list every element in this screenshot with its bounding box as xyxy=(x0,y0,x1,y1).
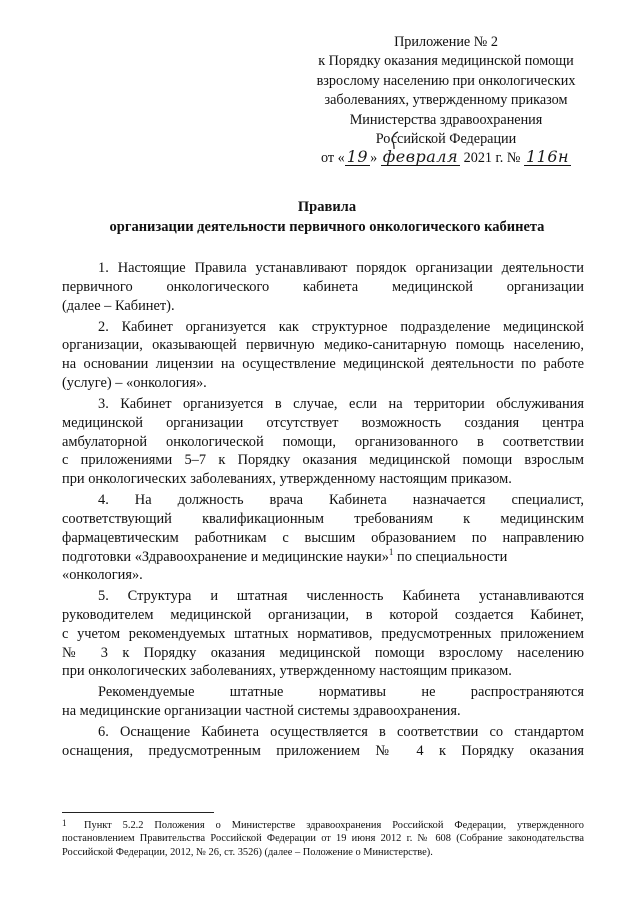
title-line: Правила xyxy=(297,199,357,215)
paragraph-line: руководителем медицинской организации, в которой создается Кабинет, xyxy=(62,607,584,624)
subtitle-line: организации деятельности первичного онкологического кабинета xyxy=(109,219,545,235)
paragraph-3 xyxy=(62,395,584,489)
date-prefix: от « xyxy=(320,150,345,167)
paragraph-6 xyxy=(62,723,584,761)
paragraph-line: 6. Оснащение Кабинета осуществляется в соответствии со стандартом xyxy=(98,724,584,741)
footnote-line xyxy=(62,817,584,832)
appendix-line-text: Российской Федерации xyxy=(375,131,517,148)
footnote-reference[interactable]: 1 xyxy=(388,547,394,557)
paragraph-line: № 3 к Порядку оказания медицинской помощи взрослому населению xyxy=(62,644,584,661)
paragraph-line: амбулаторной онкологической помощи, организованного в соответствии xyxy=(62,433,584,450)
paragraph-line: «онкология». xyxy=(62,567,143,584)
order-number-handwritten: 116н xyxy=(525,147,570,167)
paragraph-line: 5. Структура и штатная численность Кабинета устанавливаются xyxy=(98,588,584,605)
document-title xyxy=(60,197,594,237)
paragraph-line: Рекомендуемые штатные нормативы не распространяются xyxy=(98,684,584,701)
footnote-text: Пункт 5.2.2 Положения о Министерстве здравоохранения Российской Федерации, утвержденного xyxy=(84,820,584,831)
order-date-line xyxy=(320,147,571,167)
paragraph-line: при онкологических заболеваниях, утвержденному настоящим приказом. xyxy=(62,471,512,488)
paragraph-line: 2. Кабинет организуется как структурное подразделение медицинской xyxy=(98,318,584,335)
paragraph-line: с учетом рекомендуемых штатных нормативов, предусмотренных приложением xyxy=(62,625,584,642)
paragraph-line: при онкологических заболеваниях, утвержденному настоящим приказом. xyxy=(62,663,512,680)
paragraph-line: с приложениями 5–7 к Порядку оказания медицинской помощи взрослым xyxy=(62,452,584,469)
date-day-handwritten: 19 xyxy=(346,147,369,167)
paragraph-5-note xyxy=(62,683,584,721)
appendix-line xyxy=(296,130,596,149)
paragraph-1 xyxy=(62,259,584,315)
date-month-handwritten: февраля xyxy=(382,147,459,167)
footnote-mark: 1 xyxy=(62,818,67,828)
appendix-line: взрослому населению при онкологических xyxy=(316,72,576,89)
paragraph-2 xyxy=(62,318,584,393)
footnote-divider xyxy=(62,812,214,813)
footnote-line: постановлением Правительства Российской Федерации от 19 июня 2012 г. № 608 (Собрание законодательства xyxy=(62,833,584,845)
paragraph-line: 1. Настоящие Правила устанавливают порядок организации деятельности xyxy=(98,260,584,276)
paragraph-line: оснащения, предусмотренным приложением № 4 к Порядку оказания xyxy=(62,743,584,760)
footnote xyxy=(62,817,584,859)
paragraph-line: (далее – Кабинет). xyxy=(62,297,175,314)
paragraph-line: фармацевтическим работникам с высшим образованием по направлению xyxy=(62,529,584,546)
paragraph-line: первичного онкологического кабинета медицинской организации xyxy=(62,278,584,295)
paragraph-line: (услуге) – «онкология». xyxy=(62,374,207,391)
paragraph-line: на основании лицензии на осуществление медицинской деятельности по работе xyxy=(62,356,584,373)
footnote-line: Российской Федерации, 2012, № 26, ст. 3526) (далее – Положение о Министерстве). xyxy=(62,846,433,858)
paragraph-line: 3. Кабинет организуется в случае, если на территории обслуживания xyxy=(98,395,584,412)
paragraph-line: организации, оказывающей первичную медико-санитарную помощь населению, xyxy=(62,337,584,354)
appendix-line: Министерства здравоохранения xyxy=(349,111,543,128)
paragraph-5 xyxy=(62,587,584,681)
paragraph-text: по специальности xyxy=(393,548,508,565)
appendix-header xyxy=(296,33,596,169)
paragraph-4 xyxy=(62,491,584,585)
paragraph-line: 4. На должность врача Кабинета назначается специалист, xyxy=(98,492,584,509)
date-quote: » xyxy=(370,150,378,167)
paragraph-line: медицинской организации отсутствует возможность создания центра xyxy=(62,414,584,431)
appendix-line: к Порядку оказания медицинской помощи xyxy=(318,53,574,70)
document-body xyxy=(62,259,584,763)
appendix-line: заболеваниях, утвержденному приказом xyxy=(324,92,568,109)
date-year: 2021 г. № xyxy=(460,150,521,167)
appendix-number: Приложение № 2 xyxy=(394,34,498,50)
paragraph-line: соответствующий квалификационным требованиям к медицинским xyxy=(62,510,584,527)
paragraph-line-with-footnote xyxy=(62,548,584,567)
paragraph-text: подготовки «Здравоохранение и медицинские науки» xyxy=(62,548,389,565)
paragraph-line: на медицинские организации частной системы здравоохранения. xyxy=(62,703,461,720)
